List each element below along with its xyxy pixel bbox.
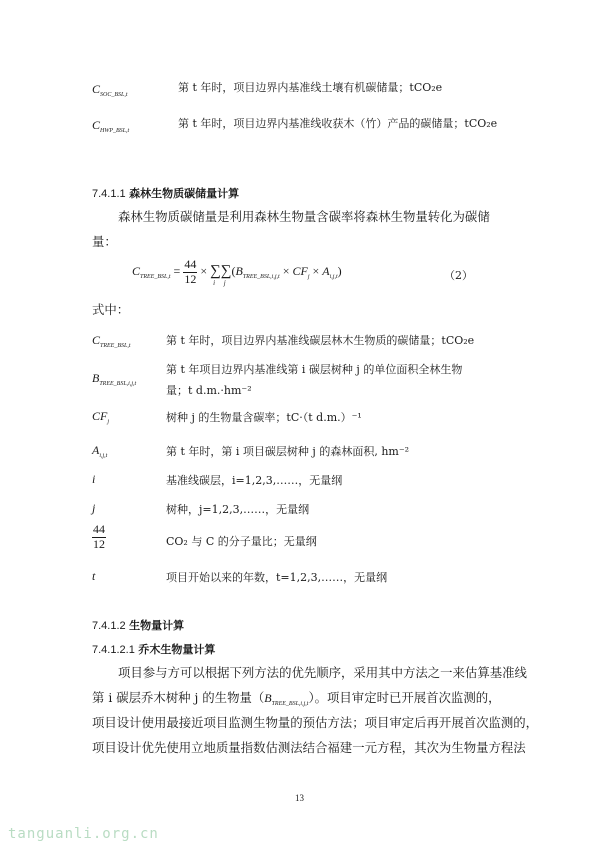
sum-i-icon: ∑ i [210,263,221,288]
page-number: 13 [295,793,304,803]
inline-b-tree-bsl: $B_{TREE\_BSL,i,j,t}$ [264,691,309,707]
body-line-4: 项目设计优先使用立地质量指数估测法结合福建一元方程，其次为生物量方程法 [92,740,526,755]
def-44-12: CO₂ 与 C 的分子量比；无量纲 [166,535,317,548]
body-line-1: 项目参与方可以根据下列方法的优先顺序，采用其中方法之一来估算基准线 [118,665,527,680]
def-b-tree-bsl-line1: 第 t 年项目边界内基准线第 i 碳层树种 j 的单位面积全林生物 [166,363,463,376]
def-i: 基准线碳层，i=1,2,3,……，无量纲 [166,474,343,487]
def-a-ijt: 第 t 年时，第 i 项目碳层树种 j 的森林面积, hm⁻² [166,445,410,458]
def-b-tree-bsl-line2: 量；t d.m.·hm⁻² [166,384,252,397]
intro-line-1: 森林生物质碳储量是利用森林生物量含碳率将森林生物量转化为碳储 [118,209,490,224]
def-cf-j: 树种 j 的生物量含碳率；tC·（t d.m.）⁻¹ [166,411,362,424]
symbol-b-tree-bsl: $B_{TREE\_BSL,i,j,t}$ [92,371,137,387]
equation-label: （2） [444,269,473,282]
def-j: 树种，j=1,2,3,……，无量纲 [166,503,310,516]
symbol-c-soc-bsl: $C_{SOC\_BSL,t}$ [92,82,128,98]
symbol-c-hwp-bsl: $C_{HWP\_BSL,t}$ [92,118,130,134]
watermark: tanguanli.org.cn [8,826,159,842]
symbol-j: j [92,501,96,515]
section-heading-74121: 7.4.1.2.1 乔木生物量计算 [92,643,216,656]
body-line-2: 第 i 碳层乔木树种 j 的生物量$(B_{TREE\_BSL,i,j,t})$。项目审定时已开展首次监测的， [92,690,501,707]
def-t: 项目开始以来的年数，t=1,2,3,……，无量纲 [166,571,388,584]
symbol-44-12 [92,523,106,552]
symbol-c-tree-bsl: $C_{TREE\_BSL,t}$ [92,333,131,349]
def-c-tree-bsl: 第 t 年时，项目边界内基准线碳层林木生物质的碳储量；tCO₂e [166,334,475,347]
symbol-t: t [92,569,96,583]
ratio-fraction: $\frac{44}{12}$ [93,522,105,551]
where-label: 式中： [92,302,130,317]
def-c-hwp-bsl: 第 t 年时，项目边界内基准线收获木（竹）产品的碳储量；tCO₂e [178,117,498,130]
symbol-cf-j: $CF_j$ [92,409,110,425]
intro-line-2: 量： [92,234,117,249]
def-c-soc-bsl: 第 t 年时，项目边界内基准线土壤有机碳储量；tCO₂e [178,81,443,94]
equation-2: $C_{TREE\_BSL,t}$ = $\frac{44}{12}$ × ∑ i ∑ j $(B_{TREE\_BSL,i,j,t} \times CF_j \times A_{i,j,t})$ [132,257,342,288]
section-heading-7412: 7.4.1.2 生物量计算 [92,619,185,632]
body-line-3: 项目设计使用最接近项目监测生物量的预估方法；项目审定后再开展首次监测的， [92,715,539,730]
section-heading-7411: 7.4.1.1 森林生物质碳储量计算 [92,187,240,200]
sum-j-icon: ∑ j [220,263,232,288]
symbol-i: i [92,472,96,486]
symbol-a-ijt: $A_{i,j,t}$ [92,443,108,459]
equation-fraction: $\frac{44}{12}$ [184,257,197,286]
